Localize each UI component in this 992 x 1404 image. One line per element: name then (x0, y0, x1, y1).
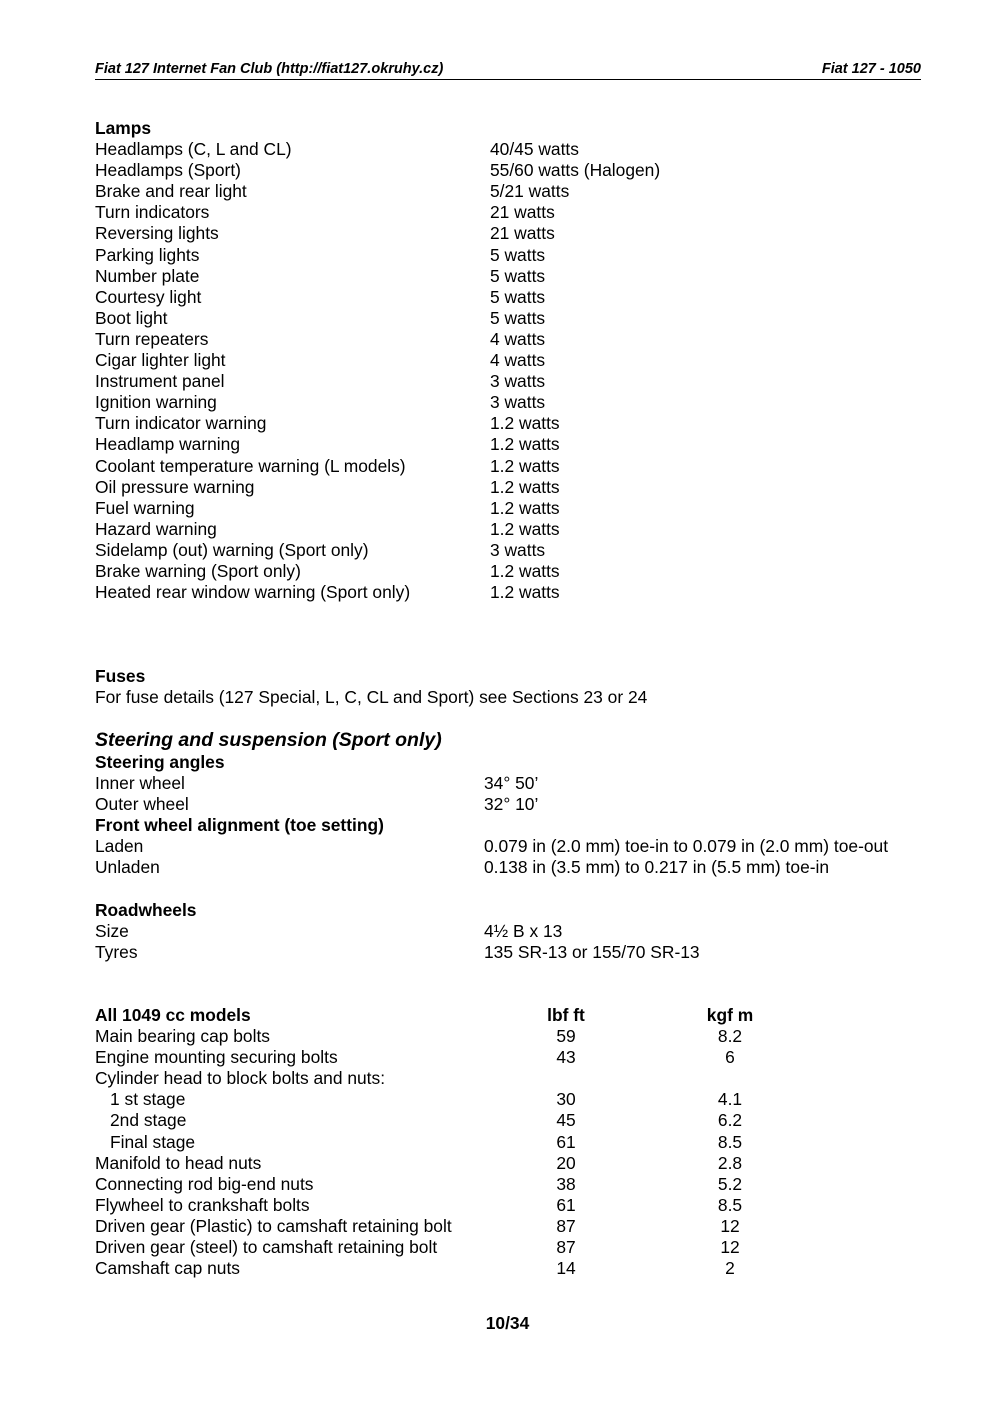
row-label: Hazard warning (95, 518, 217, 539)
lamps-title: Lamps (95, 118, 152, 138)
header-site-title: Fiat 127 Internet Fan Club (http://fiat127.okruhy.cz) (95, 61, 444, 77)
row-value: 1.2 watts (490, 497, 560, 518)
row-label: Unladen (95, 857, 160, 878)
table-row (95, 1026, 925, 1047)
table-row (95, 1258, 925, 1279)
torque-table (95, 1026, 925, 1279)
row-value: 4 watts (490, 350, 546, 371)
table-row (95, 202, 925, 223)
row-label: Turn indicator warning (95, 413, 267, 434)
row-label: Headlamp warning (95, 434, 241, 455)
lamps-table (95, 139, 925, 603)
row-value: 4½ B x 13 (484, 921, 563, 942)
row-kgfm: 5.2 (717, 1173, 743, 1194)
steering-angles-table (95, 773, 925, 815)
row-value: 21 watts (490, 202, 555, 223)
row-label: Reversing lights (95, 223, 219, 244)
row-label: Laden (95, 836, 144, 857)
torque-col-kgfm: kgf m (706, 1005, 754, 1025)
row-label: Coolant temperature warning (L models) (95, 455, 406, 476)
table-row (95, 181, 925, 202)
row-value: 4 watts (490, 328, 546, 349)
row-kgfm: 6 (725, 1047, 735, 1068)
table-row (95, 1153, 925, 1174)
table-row (95, 392, 925, 413)
row-value: 1.2 watts (490, 434, 560, 455)
row-kgfm: 12 (720, 1215, 740, 1236)
row-label: Number plate (95, 265, 200, 286)
row-label: Size (95, 921, 129, 942)
alignment-title: Front wheel alignment (toe setting) (95, 815, 384, 836)
row-lbfft: 30 (556, 1089, 576, 1110)
table-row (95, 371, 925, 392)
row-label: Parking lights (95, 244, 200, 265)
fuses-text: For fuse details (127 Special, L, C, CL and Sport) see Sections 23 or 24 (95, 687, 648, 708)
row-value: 40/45 watts (490, 139, 579, 160)
table-row (95, 1089, 925, 1110)
torque-col-lbfft: lbf ft (547, 1005, 585, 1025)
row-label: Cylinder head to block bolts and nuts: (95, 1068, 386, 1089)
table-row (95, 540, 925, 561)
row-label: Main bearing cap bolts (95, 1026, 270, 1047)
steering-title: Steering and suspension (Sport only) (95, 729, 442, 751)
row-label: Boot light (95, 307, 168, 328)
row-label: Brake warning (Sport only) (95, 560, 301, 581)
row-label: Camshaft cap nuts (95, 1258, 240, 1279)
table-row (95, 519, 925, 540)
row-kgfm: 8.5 (717, 1194, 743, 1215)
table-row (95, 1216, 925, 1237)
steering-angles-title: Steering angles (95, 752, 225, 772)
row-label: Headlamps (Sport) (95, 160, 241, 181)
row-lbfft: 45 (556, 1110, 576, 1131)
row-label: Turn indicators (95, 202, 210, 223)
row-label: Turn repeaters (95, 328, 209, 349)
row-value: 0.079 in (2.0 mm) toe-in to 0.079 in (2.0 mm) toe-out (484, 836, 889, 857)
row-value: 135 SR-13 or 155/70 SR-13 (484, 942, 700, 963)
row-lbfft: 43 (556, 1047, 576, 1068)
row-value: 5 watts (490, 307, 546, 328)
row-label: Cigar lighter light (95, 350, 226, 371)
table-row (95, 266, 925, 287)
row-value: 32° 10’ (484, 794, 539, 815)
row-label: 2nd stage (110, 1110, 187, 1131)
row-lbfft: 61 (556, 1194, 576, 1215)
table-row (95, 498, 925, 519)
row-label: Instrument panel (95, 371, 225, 392)
lamps-section (95, 118, 925, 603)
row-label: Final stage (110, 1131, 196, 1152)
row-value: 1.2 watts (490, 582, 560, 603)
row-lbfft: 38 (556, 1173, 576, 1194)
row-lbfft: 61 (556, 1131, 576, 1152)
table-row (95, 582, 925, 603)
table-row (95, 245, 925, 266)
table-row (95, 223, 925, 244)
table-row (95, 139, 925, 160)
row-kgfm: 6.2 (717, 1110, 743, 1131)
row-lbfft: 87 (556, 1215, 576, 1236)
table-row (95, 794, 925, 815)
torque-title: All 1049 cc models (95, 1005, 251, 1025)
table-row (95, 329, 925, 350)
steering-section (95, 729, 925, 879)
roadwheels-section (95, 900, 925, 963)
row-label: Driven gear (steel) to camshaft retaining bolt (95, 1237, 438, 1258)
row-kgfm: 2.8 (717, 1152, 743, 1173)
row-kgfm: 4.1 (717, 1089, 743, 1110)
row-kgfm: 8.2 (717, 1026, 743, 1047)
table-row (95, 561, 925, 582)
row-value: 1.2 watts (490, 476, 560, 497)
row-label: Engine mounting securing bolts (95, 1047, 338, 1068)
row-value: 0.138 in (3.5 mm) to 0.217 in (5.5 mm) toe-in (484, 857, 830, 878)
table-row (95, 1195, 925, 1216)
table-row (95, 413, 925, 434)
row-value: 1.2 watts (490, 413, 560, 434)
table-row (95, 942, 925, 963)
row-label: Courtesy light (95, 286, 202, 307)
row-value: 34° 50’ (484, 773, 539, 794)
row-label: Inner wheel (95, 773, 185, 794)
row-label: Flywheel to crankshaft bolts (95, 1194, 310, 1215)
table-row (95, 160, 925, 181)
table-row (95, 287, 925, 308)
row-kgfm: 8.5 (717, 1131, 743, 1152)
roadwheels-table (95, 921, 925, 963)
table-row (95, 350, 925, 371)
row-label: Headlamps (C, L and CL) (95, 139, 292, 160)
table-row (95, 773, 925, 794)
fuses-section (95, 666, 925, 708)
row-label: Tyres (95, 942, 138, 963)
table-row (95, 434, 925, 455)
table-row (95, 836, 925, 857)
row-label: Heated rear window warning (Sport only) (95, 582, 411, 603)
row-value: 3 watts (490, 371, 546, 392)
table-row (95, 1132, 925, 1153)
row-value: 5 watts (490, 244, 546, 265)
row-value: 5/21 watts (490, 181, 570, 202)
table-row (95, 1110, 925, 1131)
table-row (95, 857, 925, 878)
table-row (95, 456, 925, 477)
alignment-table (95, 836, 925, 878)
table-row (95, 1047, 925, 1068)
table-row (95, 921, 925, 942)
page-number: 10/34 (485, 1313, 530, 1333)
row-value: 3 watts (490, 539, 546, 560)
table-row (95, 1237, 925, 1258)
row-value: 5 watts (490, 286, 546, 307)
page-header (95, 61, 921, 80)
row-label: Fuel warning (95, 497, 195, 518)
torque-header-row (95, 1005, 925, 1026)
fuses-title: Fuses (95, 666, 146, 686)
row-kgfm: 2 (725, 1258, 735, 1279)
row-lbfft: 20 (556, 1152, 576, 1173)
row-lbfft: 59 (556, 1026, 576, 1047)
torque-section (95, 1005, 925, 1279)
row-label: Outer wheel (95, 794, 189, 815)
row-kgfm: 12 (720, 1237, 740, 1258)
row-label: 1 st stage (110, 1089, 186, 1110)
row-label: Oil pressure warning (95, 476, 255, 497)
row-value: 3 watts (490, 392, 546, 413)
row-lbfft: 87 (556, 1237, 576, 1258)
row-value: 1.2 watts (490, 518, 560, 539)
table-row (95, 477, 925, 498)
row-label: Ignition warning (95, 392, 217, 413)
row-label: Connecting rod big-end nuts (95, 1173, 314, 1194)
row-label: Brake and rear light (95, 181, 247, 202)
row-lbfft: 14 (556, 1258, 576, 1279)
table-row (95, 1174, 925, 1195)
row-value: 5 watts (490, 265, 546, 286)
table-row (95, 308, 925, 329)
roadwheels-title: Roadwheels (95, 900, 197, 920)
row-value: 55/60 watts (Halogen) (490, 160, 661, 181)
table-row (95, 1068, 925, 1089)
row-value: 21 watts (490, 223, 555, 244)
header-model-title: Fiat 127 - 1050 (821, 61, 921, 77)
row-value: 1.2 watts (490, 455, 560, 476)
row-label: Driven gear (Plastic) to camshaft retaining bolt (95, 1215, 452, 1236)
row-label: Sidelamp (out) warning (Sport only) (95, 539, 369, 560)
row-value: 1.2 watts (490, 560, 560, 581)
row-label: Manifold to head nuts (95, 1152, 262, 1173)
